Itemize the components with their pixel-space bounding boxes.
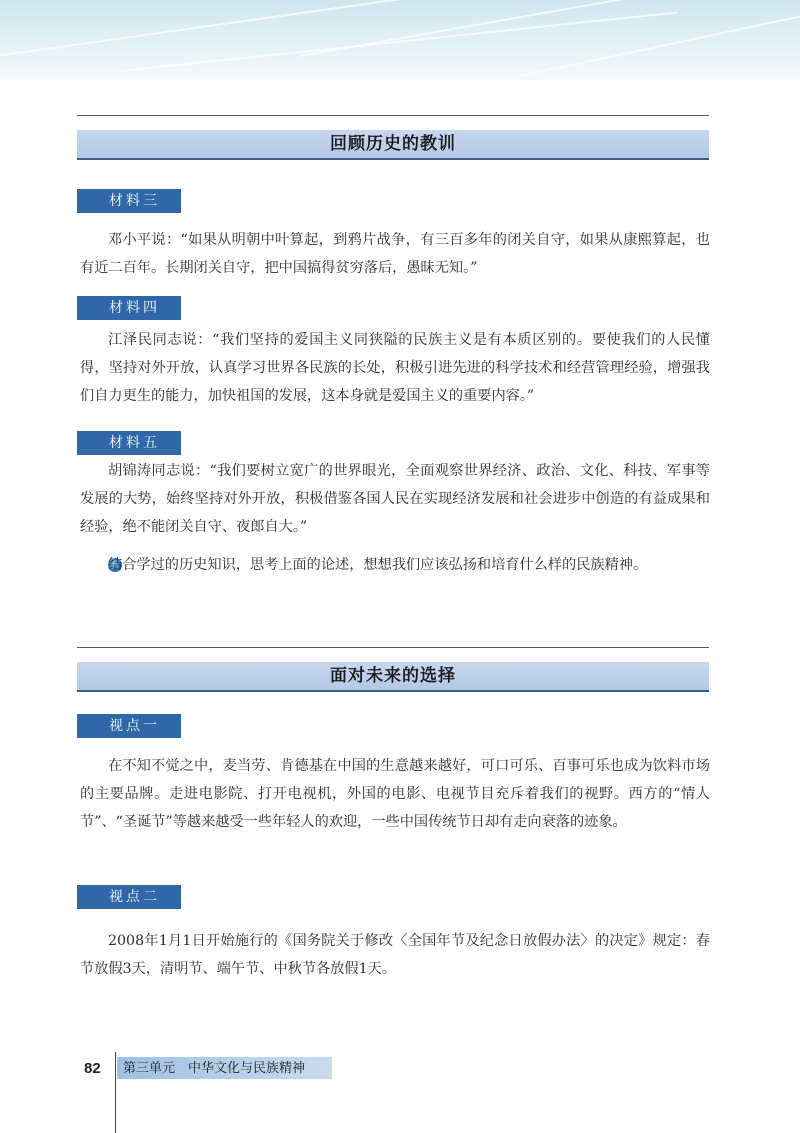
view-2-text: 2008年1月1日开始施行的《国务院关于修改〈全国年节及纪念日放假办法〉的决定》规定：春节放假3天，清明节、端午节、中秋节各放假1天。 [80, 933, 710, 977]
section1-title: 回顾历史的教训 [77, 130, 709, 160]
top-decorative-banner [0, 0, 800, 80]
material-4-text: 江泽民同志说：“我们坚持的爱国主义同狭隘的民族主义是有本质区别的。要使我们的人民懂得，坚持对外开放，认真学习世界各民族的长处，积极引进先进的科学技术和经营管理经验，增强我们自力更生的能力，加快祖国的发展，这本身就是爱国主义的重要内容。” [80, 332, 710, 404]
view-2-label: 视点二 [77, 885, 181, 909]
material-5-text: 胡锦涛同志说：“我们要树立宽广的世界眼光，全面观察世界经济、政治、文化、科技、军事等发展的大势，始终坚持对外开放，积极借鉴各国人民在实现经济发展和社会进步中创造的有益成果和经验，绝不能闭关自守、夜郎自大。” [80, 463, 710, 535]
view-1-label: 视点一 [77, 714, 181, 738]
material-3-text: 邓小平说：“如果从明朝中叶算起，到鸦片战争，有三百多年的闭关自守，如果从康熙算起，也有近二百年。长期闭关自守，把中国搞得贫穷落后，愚昧无知。” [80, 232, 710, 276]
banner-stripe [120, 11, 677, 72]
footer-unit-title: 第三单元 中华文化与民族精神 [117, 1057, 332, 1079]
material-5-label: 材料五 [77, 431, 181, 455]
banner-stripe [300, 0, 800, 57]
page-number: 82 [84, 1060, 101, 1077]
section2-title: 面对未来的选择 [77, 662, 709, 692]
question-text: 结合学过的历史知识，思考上面的论述，想想我们应该弘扬和培育什么样的民族精神。 [108, 557, 648, 573]
banner-stripe [0, 0, 475, 62]
view-1-text: 在不知不觉之中，麦当劳、肯德基在中国的生意越来越好，可口可乐、百事可乐也成为饮料市场的主要品牌。走进电影院、打开电视机，外国的电影、电视节目充斥着我们的视野。西方的“情人节”、“圣诞节”等越来越受一些年轻人的欢迎，一些中国传统节日却有走向衰落的迹象。 [80, 758, 710, 830]
material-4-label: 材料四 [77, 296, 181, 320]
section2-top-rule [77, 647, 709, 648]
banner-stripe [520, 8, 800, 76]
footer-divider [115, 1052, 116, 1133]
material-3-label: 材料三 [77, 189, 181, 213]
section1-top-rule [77, 115, 709, 116]
